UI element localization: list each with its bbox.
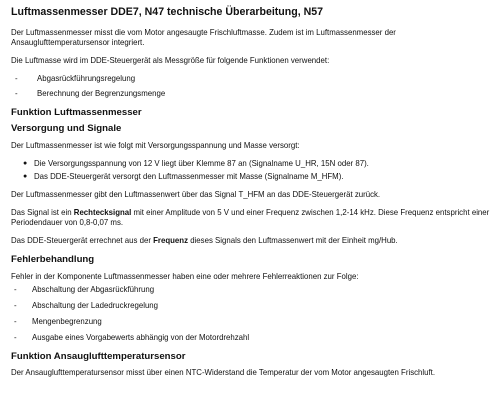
list-item: - Abschaltung der Ladedruckregelung [14, 301, 159, 310]
dash-bullet: - [14, 301, 17, 310]
dash-bullet: - [15, 89, 18, 98]
versorgung-paragraph-3: Das Signal ist ein Rechtecksignal mit einer Amplitude von 5 V und einer Frequenz zwischen 1,2-14 kHz. Diese Frequenz entspricht einer Periodendauer von 0,8-0,07 ms. [11, 208, 490, 227]
bullet-dot: ● [23, 160, 28, 167]
ansaug-paragraph-1: Der Ansauglufttemperatursensor misst über einen NTC-Widerstand die Temperatur der vom Motor angesaugten Frischluft. [11, 368, 436, 377]
intro-function-list [11, 74, 492, 99]
list-item: - Abschaltung der Abgasrückführung [14, 285, 155, 294]
fehler-list [11, 285, 492, 343]
list-item: ● Die Versorgungsspannung von 12 V liegt über Klemme 87 an (Signalname U_HR, 15N oder 87). [23, 159, 369, 168]
list-item: - Abgasrückführungsregelung [15, 74, 136, 83]
versorgung-list [11, 159, 492, 182]
section-heading-versorgung: Versorgung und Signale [11, 123, 122, 134]
dash-bullet: - [14, 333, 17, 342]
document-title: Luftmassenmesser DDE7, N47 technische Überarbeitung, N57 [11, 6, 324, 18]
bullet-dot: ● [23, 173, 28, 180]
versorgung-paragraph-2: Der Luftmassenmesser gibt den Luftmassenwert über das Signal T_HFM an das DDE-Steuergerät zurück. [11, 190, 381, 199]
versorgung-paragraph-4: Das DDE-Steuergerät errechnet aus der Frequenz dieses Signals den Luftmassenwert mit der Einheit mg/Hub. [11, 236, 398, 245]
list-item: - Mengenbegrenzung [14, 317, 102, 326]
intro-paragraph-2: Die Luftmasse wird im DDE-Steuergerät als Messgröße für folgende Funktionen verwendet: [11, 56, 330, 65]
list-item: - Berechnung der Begrenzungsmenge [15, 89, 166, 98]
list-item: ● Das DDE-Steuergerät versorgt den Luftmassenmesser mit Masse (Signalname M_HFM). [23, 172, 344, 181]
section-heading-fehler: Fehlerbehandlung [11, 254, 95, 265]
dash-bullet: - [15, 74, 18, 83]
intro-paragraph-1: Der Luftmassenmesser misst die vom Motor angesaugte Frischluftmasse. Zudem ist im Luftmassenmesser der Ansauglufttemperatursensor integriert. [11, 28, 396, 47]
fehler-paragraph-1: Fehler in der Komponente Luftmassenmesser haben eine oder mehrere Fehlerreaktionen zur Folge: [11, 272, 359, 281]
dash-bullet: - [14, 285, 17, 294]
list-item: - Ausgabe eines Vorgabewerts abhängig von der Motordrehzahl [14, 333, 250, 342]
section-heading-ansaug: Funktion Ansauglufttemperatursensor [11, 351, 186, 362]
section-heading-funktion: Funktion Luftmassenmesser [11, 107, 142, 118]
dash-bullet: - [14, 317, 17, 326]
versorgung-paragraph-1: Der Luftmassenmesser ist wie folgt mit Versorgungsspannung und Masse versorgt: [11, 141, 300, 150]
